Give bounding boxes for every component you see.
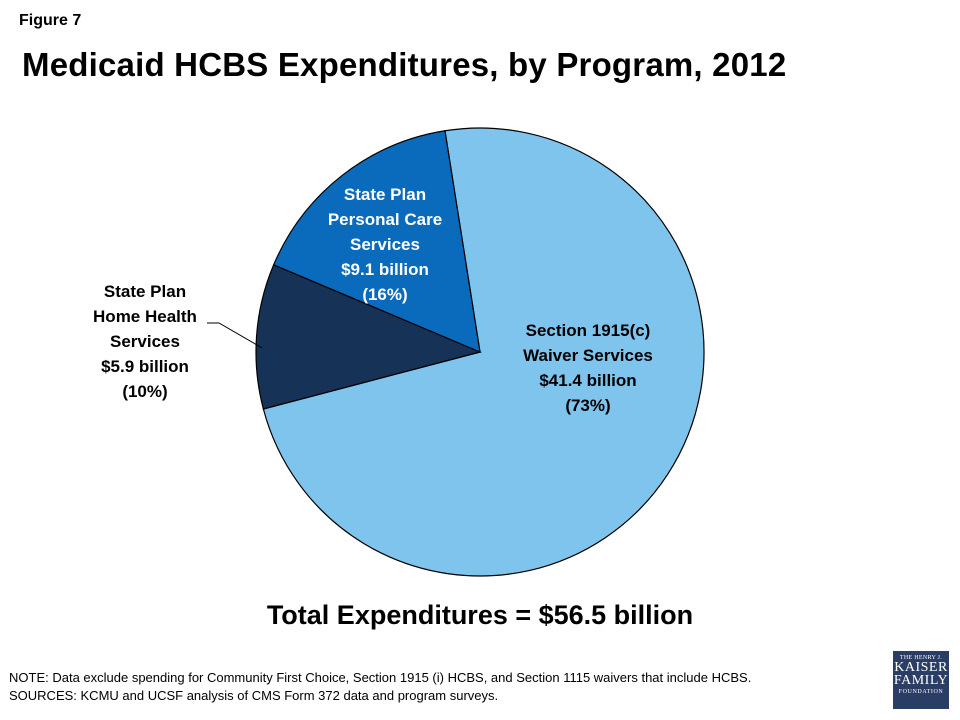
logo-line-3: FAMILY xyxy=(893,673,949,688)
sources-text: SOURCES: KCMU and UCSF analysis of CMS Form 372 data and program surveys. xyxy=(9,688,499,703)
leader-line xyxy=(207,323,262,348)
note-text: NOTE: Data exclude spending for Community First Choice, Section 1915 (i) HCBS, and Section 1115 waivers that include HCBS. xyxy=(9,670,752,685)
chart-title: Medicaid HCBS Expenditures, by Program, 2012 xyxy=(22,46,787,83)
logo-line-4: FOUNDATION xyxy=(898,689,944,695)
kff-logo xyxy=(893,651,949,709)
slice-label-3: State Plan Personal Care Services $9.1 billion (16%) xyxy=(327,185,443,304)
figure-label: Figure 7 xyxy=(19,12,82,29)
logo-line-1: THE HENRY J. xyxy=(899,655,943,661)
total-expenditures: Total Expenditures = $56.5 billion xyxy=(266,600,694,630)
slice-label-2: State Plan Home Health Services $5.9 billion (10%) xyxy=(93,282,197,401)
footnotes xyxy=(9,669,751,705)
slice-label-1: Section 1915(c) Waiver Services $41.4 billion (73%) xyxy=(523,321,653,415)
logo-line-2: KAISER xyxy=(894,660,948,675)
